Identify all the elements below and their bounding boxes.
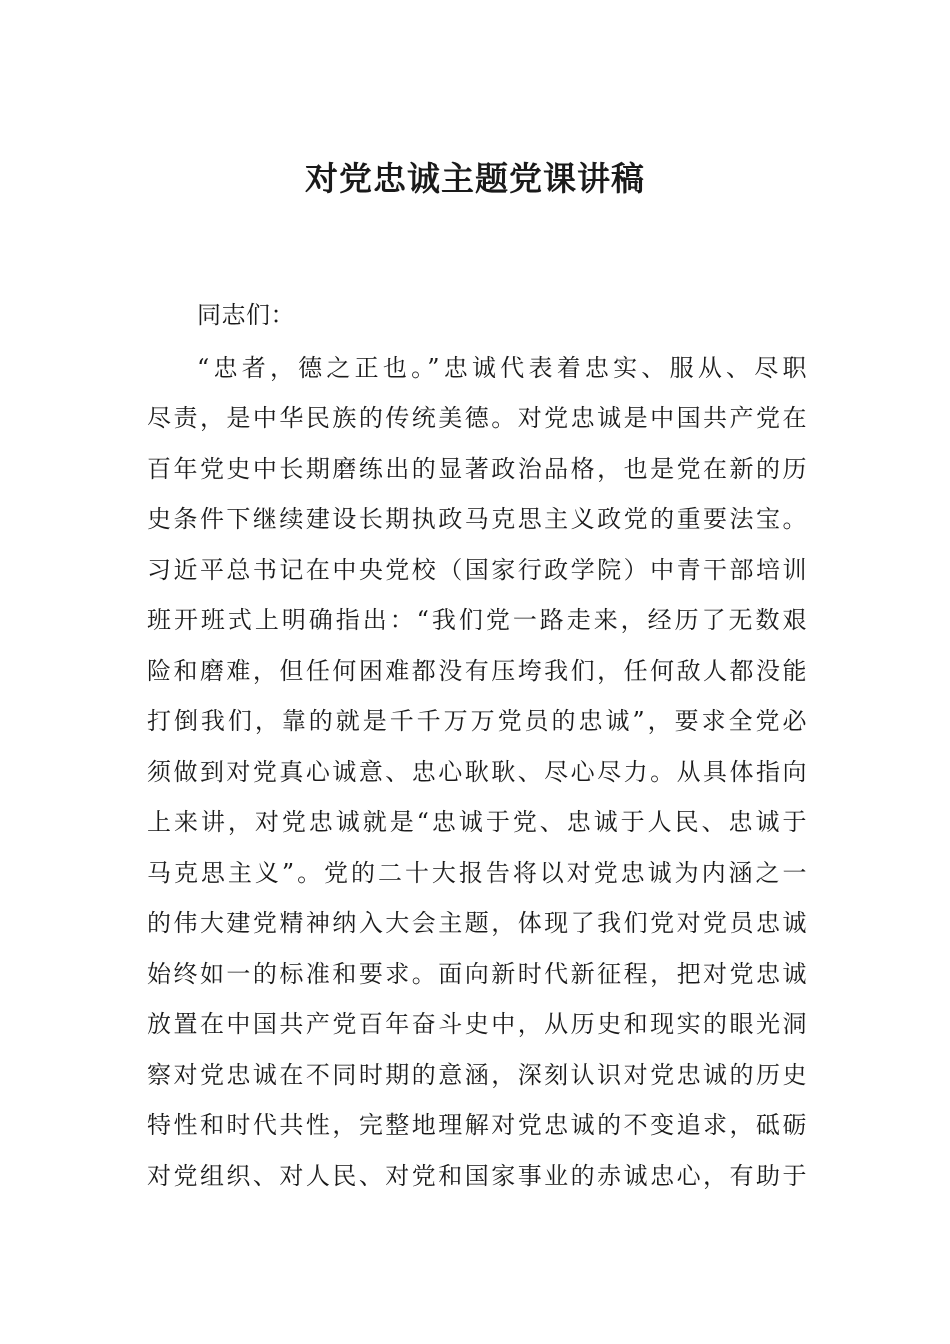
paragraph-line: 上来讲，对党忠诚就是“忠诚于党、忠诚于人民、忠诚于 — [147, 808, 807, 836]
paragraph-line: 习近平总书记在中央党校（国家行政学院）中青干部培训 — [147, 555, 807, 584]
greeting-line: 同志们： — [197, 301, 295, 329]
paragraph-line: 始终如一的标准和要求。面向新时代新征程，把对党忠诚 — [147, 959, 807, 988]
paragraph-line: 班开班式上明确指出：“我们党一路走来，经历了无数艰 — [147, 606, 807, 634]
paragraph-line: 特性和时代共性，完整地理解对党忠诚的不变追求，砥砺 — [147, 1111, 807, 1139]
paragraph-line: 百年党史中长期磨练出的显著政治品格，也是党在新的历 — [147, 454, 807, 483]
paragraph-line: 放置在中国共产党百年奋斗史中，从历史和现实的眼光洞 — [147, 1010, 807, 1038]
paragraph-line: 对党组织、对人民、对党和国家事业的赤诚忠心，有助于 — [147, 1161, 807, 1190]
paragraph-line: 史条件下继续建设长期执政马克思主义政党的重要法宝。 — [147, 505, 807, 533]
paragraph-line: 马克思主义”。党的二十大报告将以对党忠诚为内涵之一 — [147, 858, 807, 887]
document-body — [147, 290, 807, 1201]
paragraph-line: 须做到对党真心诚意、忠心耿耿、尽心尽力。从具体指向 — [147, 757, 807, 786]
paragraph-line: 察对党忠诚在不同时期的意涵，深刻认识对党忠诚的历史 — [147, 1060, 807, 1089]
document-title: 对党忠诚主题党课讲稿 — [305, 159, 645, 198]
paragraph-line: 险和磨难，但任何困难都没有压垮我们，任何敌人都没能 — [147, 656, 807, 685]
paragraph-line: 的伟大建党精神纳入大会主题，体现了我们党对党员忠诚 — [147, 909, 807, 937]
paragraph-line: “忠者，德之正也。”忠诚代表着忠实、服从、尽职 — [197, 353, 807, 382]
paragraph-line: 打倒我们，靠的就是千千万万党员的忠诚”，要求全党必 — [147, 707, 807, 735]
paragraph-line: 尽责，是中华民族的传统美德。对党忠诚是中国共产党在 — [147, 404, 807, 432]
